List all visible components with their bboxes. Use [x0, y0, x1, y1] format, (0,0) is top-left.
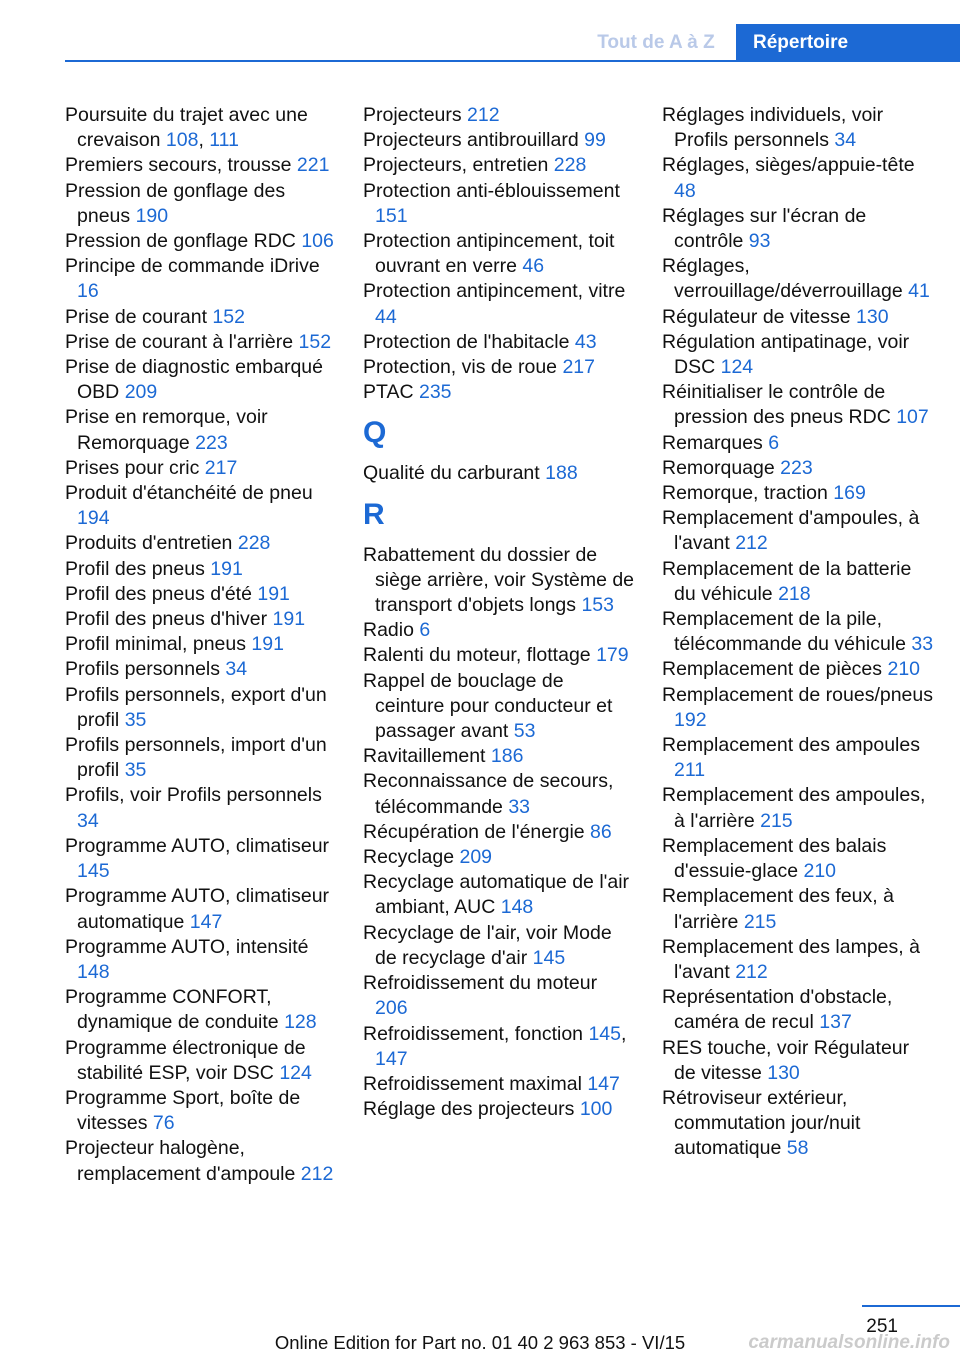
- page-link[interactable]: 34: [225, 658, 248, 681]
- index-entry: [363, 769, 635, 819]
- page-link[interactable]: 43: [574, 330, 597, 353]
- index-entry: [662, 1086, 934, 1162]
- index-entry-term: Refroidissement du moteur: [363, 972, 598, 995]
- index-entry: [65, 607, 337, 632]
- index-entry: [65, 657, 337, 682]
- index-entry-term: Régulation antipatinage, voir DSC: [662, 330, 910, 379]
- index-entry-term: Profil des pneus d'hiver: [65, 608, 268, 631]
- index-entry: [65, 582, 337, 607]
- page-link[interactable]: 221: [296, 154, 330, 177]
- index-entry: [363, 870, 635, 920]
- page-link[interactable]: 86: [590, 820, 612, 843]
- index-entry: [363, 229, 635, 279]
- index-entry: [363, 153, 635, 178]
- index-entry-term: Rabattement du dossier de siège arrière, voir Système de transport d'objets longs: [363, 543, 635, 617]
- page-link[interactable]: 217: [204, 456, 238, 479]
- index-entry-term: Principe de commande iDrive: [65, 255, 320, 278]
- index-entry-term: Projecteurs: [363, 104, 462, 126]
- index-entry: [363, 179, 635, 229]
- index-entry-term: Remplacement de roues/pneus: [662, 683, 933, 706]
- index-entry-term: Réglages, sièges/appuie-tête: [662, 154, 915, 177]
- index-entry: [65, 481, 337, 531]
- index-entry: [65, 557, 337, 582]
- index-entry-term: Pression de gonflage RDC: [65, 230, 296, 253]
- page-link[interactable]: 209: [459, 846, 493, 869]
- page-link[interactable]: 145: [532, 946, 566, 969]
- index-entry: [662, 683, 934, 733]
- header-rule: [65, 60, 960, 62]
- index-entry: [662, 254, 934, 304]
- index-entry-term: Régulateur de vitesse: [662, 305, 851, 328]
- index-entry: [65, 456, 337, 481]
- page-link[interactable]: 212: [467, 104, 500, 126]
- index-entry-term: Remplacement d'ampoules, à l'avant: [662, 507, 920, 555]
- index-column-1: [65, 103, 337, 1187]
- index-entry: [363, 643, 635, 668]
- index-entry-term: Refroidissement, fonction: [363, 1022, 584, 1045]
- index-entry: [363, 355, 635, 380]
- index-entry-term: Réglages sur l'écran de contrôle: [662, 204, 867, 253]
- index-entry: [363, 1072, 635, 1097]
- index-entry-term: Profil minimal, pneus: [65, 633, 246, 656]
- page-link[interactable]: 188: [545, 462, 578, 485]
- index-entry-term: RES touche, voir Régulateur de vitesse: [662, 1036, 910, 1084]
- index-entry: [662, 834, 934, 884]
- page-link[interactable]: 106: [301, 230, 334, 253]
- page-link[interactable]: 209: [124, 381, 158, 404]
- page-link[interactable]: 218: [778, 582, 811, 605]
- index-entry-term: Récupération de l'énergie: [363, 820, 585, 843]
- index-entry: [65, 179, 337, 229]
- index-entry-term: Remplacement des balais d'essuie-glace: [662, 834, 887, 883]
- index-entry: [65, 935, 337, 985]
- page-link[interactable]: 206: [375, 997, 408, 1020]
- page-link[interactable]: 16: [77, 280, 99, 303]
- index-entry: [65, 783, 337, 833]
- index-entry-term: Projecteurs antibrouillard: [363, 129, 579, 152]
- tab-repertoire[interactable]: Répertoire: [736, 24, 960, 62]
- index-entry: [65, 405, 337, 455]
- page-link[interactable]: 212: [300, 1162, 334, 1185]
- index-entry: [662, 103, 934, 153]
- index-entry-term: Projecteurs, entretien: [363, 154, 549, 177]
- index-entry-term: Profil des pneus d'été: [65, 582, 252, 605]
- watermark: carmanualsonline.info: [748, 1332, 950, 1353]
- index-entry-term: Représentation d'obstacle, caméra de recul: [662, 986, 893, 1034]
- index-column-2: [363, 103, 635, 1122]
- index-entry-term: Programme électronique de stabilité ESP, voir DSC: [65, 1036, 306, 1084]
- page-link[interactable]: 41: [908, 280, 930, 303]
- index-entry: [65, 531, 337, 556]
- page-link[interactable]: 128: [284, 1011, 317, 1034]
- page-link[interactable]: 35: [124, 759, 147, 782]
- index-entry: [662, 456, 934, 481]
- page-link[interactable]: 34: [77, 809, 99, 832]
- page-link[interactable]: 228: [553, 154, 587, 177]
- page-link[interactable]: 46: [522, 255, 545, 278]
- header-bar: [0, 0, 960, 62]
- index-entry-term: Produits d'entretien: [65, 532, 233, 555]
- index-entry-term: Réglages individuels, voir Profils personnels: [662, 104, 884, 152]
- index-entry-term: Protection antipincement, toit ouvrant en verre: [363, 230, 615, 278]
- edition-footer: Online Edition for Part no. 01 40 2 963 853 - VI/15: [274, 1332, 686, 1353]
- page-number: 251: [866, 1316, 898, 1337]
- page-link[interactable]: 223: [780, 456, 813, 479]
- page-link[interactable]: 130: [767, 1061, 800, 1084]
- index-entry: [65, 1136, 337, 1186]
- page-link[interactable]: 93: [748, 230, 771, 253]
- index-entry: [65, 683, 337, 733]
- index-entry-term: Recyclage automatique de l'air ambiant, AUC: [363, 871, 630, 919]
- index-entry-term: Protection antipincement, vitre: [363, 280, 626, 303]
- index-entry-term: Poursuite du trajet avec une crevaison: [65, 104, 308, 152]
- index-entry: [662, 935, 934, 985]
- index-entry-term: Recyclage de l'air, voir Mode de recyclage d'air: [363, 921, 612, 969]
- index-entry-term: Ralenti du moteur, flottage: [363, 644, 591, 667]
- index-entry-term: Ravitaillement: [363, 745, 486, 768]
- footer-rule: [862, 1305, 960, 1307]
- index-entry-term: Profils personnels: [65, 658, 220, 681]
- index-entry-term: Réinitialiser le contrôle de pression des pneus RDC: [662, 381, 891, 429]
- page-link[interactable]: 153: [581, 594, 614, 617]
- index-entry: [662, 506, 934, 556]
- index-entry-term: Réglage des projecteurs: [363, 1098, 575, 1121]
- index-entry: [662, 783, 934, 833]
- index-entry: [65, 733, 337, 783]
- index-entry: [662, 733, 934, 783]
- page-link[interactable]: 33: [508, 795, 531, 818]
- index-entry: [65, 834, 337, 884]
- page-link[interactable]: 147: [189, 910, 223, 933]
- index-entry: [363, 461, 635, 486]
- index-entry: [363, 128, 635, 153]
- index-entry: [65, 632, 337, 657]
- index-entry: [65, 330, 337, 355]
- page-link[interactable]: 6: [419, 619, 431, 642]
- page-link[interactable]: 33: [911, 633, 934, 656]
- page-link[interactable]: 111: [209, 129, 239, 152]
- index-entry-term: Prises pour cric: [65, 456, 200, 479]
- index-entry-term: Remplacement des ampoules, à l'arrière: [662, 784, 926, 832]
- index-entry: [65, 355, 337, 405]
- index-entry-term: Rappel de bouclage de ceinture pour conducteur et passager avant: [363, 669, 613, 743]
- section-letter: Q: [363, 416, 387, 450]
- index-entry: [662, 431, 934, 456]
- index-entry: [363, 820, 635, 845]
- index-entry-term: Remplacement de pièces: [662, 658, 883, 681]
- index-entry: [363, 330, 635, 355]
- page-link[interactable]: 210: [803, 860, 837, 883]
- index-entry: [662, 557, 934, 607]
- index-entry: [363, 744, 635, 769]
- page-link[interactable]: 191: [272, 608, 306, 631]
- index-entry: [662, 380, 934, 430]
- index-entry-term: Profils personnels, import d'un profil: [65, 734, 327, 782]
- index-entry-term: Programme CONFORT, dynamique de conduite: [65, 986, 279, 1034]
- page-link[interactable]: 53: [513, 720, 536, 743]
- page-link[interactable]: 186: [490, 745, 524, 768]
- page-link[interactable]: 35: [124, 708, 147, 731]
- index-entry-term: Remplacement des feux, à l'arrière: [662, 885, 894, 933]
- index-entry-term: Prise de diagnostic embarqué OBD: [65, 356, 323, 404]
- index-entry: [662, 204, 934, 254]
- index-entry: [65, 884, 337, 934]
- page-link[interactable]: 235: [418, 381, 452, 404]
- page-link[interactable]: 147: [587, 1072, 620, 1095]
- index-entry: Poursuite du trajet avec une crevaison 108, 111: [65, 104, 308, 152]
- index-entry-term: Prise en remorque, voir Remorquage: [65, 406, 268, 454]
- page-link[interactable]: 148: [500, 896, 534, 919]
- index-entry: [363, 279, 635, 329]
- page-link[interactable]: 130: [856, 305, 889, 328]
- index-entry-term: Rétroviseur extérieur, commutation jour/nuit automatique: [662, 1086, 861, 1160]
- page-link[interactable]: 34: [834, 129, 857, 152]
- page-link[interactable]: 6: [768, 431, 780, 454]
- index-entry-term: Recyclage: [363, 846, 455, 869]
- index-entry: [65, 985, 337, 1035]
- index-entry: [363, 618, 635, 643]
- page-link[interactable]: 48: [674, 179, 696, 202]
- page-link[interactable]: 145: [77, 860, 110, 883]
- index-entry-term: Remplacement des ampoules: [662, 734, 920, 757]
- index-column-3: [662, 103, 934, 1162]
- index-entry-term: Profil des pneus: [65, 557, 205, 580]
- page-link[interactable]: 108: [165, 129, 199, 152]
- page-link[interactable]: 152: [212, 305, 245, 328]
- page-link[interactable]: 228: [237, 532, 271, 555]
- index-entry-term: Remplacement des lampes, à l'avant: [662, 935, 920, 983]
- index-entry: [662, 305, 934, 330]
- index-entry-term: Projecteur halogène, remplacement d'ampoule: [65, 1137, 296, 1185]
- index-entry-term: Prise de courant: [65, 305, 207, 328]
- index-entry-term: Programme AUTO, climatiseur automatique: [65, 885, 330, 933]
- page-link[interactable]: 212: [735, 960, 768, 983]
- index-entry-term: Remplacement de la pile, télécommande du véhicule: [662, 608, 906, 656]
- index-entry-term: Remplacement de la batterie du véhicule: [662, 557, 912, 605]
- index-entry-term: Réglages, verrouillage/déverrouillage: [662, 255, 903, 303]
- index-entry-term: Profils personnels, export d'un profil: [65, 683, 327, 731]
- index-entry: [662, 607, 934, 657]
- index-entry-term: Qualité du carburant: [363, 462, 540, 485]
- section-letter: R: [363, 497, 385, 531]
- index-entry-term: Refroidissement maximal: [363, 1072, 582, 1095]
- index-entry-term: Protection anti-éblouissement: [363, 179, 620, 202]
- index-entry: [65, 305, 337, 330]
- page-link[interactable]: 76: [152, 1112, 175, 1135]
- index-entry-term: Programme AUTO, intensité: [65, 935, 309, 958]
- page-link[interactable]: 169: [833, 482, 866, 505]
- page-link[interactable]: 215: [743, 910, 777, 933]
- index-entry: [363, 845, 635, 870]
- index-entry: [363, 543, 635, 619]
- index-entry: [65, 229, 337, 254]
- index-entry: [65, 1086, 337, 1136]
- page-link[interactable]: 191: [210, 557, 243, 580]
- page-link[interactable]: 58: [786, 1137, 809, 1160]
- page-link[interactable]: 100: [579, 1098, 613, 1121]
- page-link[interactable]: 191: [251, 633, 284, 656]
- index-entry-term: Remarques: [662, 431, 763, 454]
- index-entry-term: PTAC: [363, 381, 414, 404]
- index-entry-term: Programme AUTO, climatiseur: [65, 834, 330, 857]
- index-entry: [363, 971, 635, 1021]
- page-link[interactable]: 137: [819, 1011, 852, 1034]
- index-entry: Refroidissement, fonction 145, 147: [363, 1022, 627, 1070]
- index-entry: [363, 380, 635, 405]
- index-entry: [662, 330, 934, 380]
- index-entry: [363, 921, 635, 971]
- index-entry-term: Profils, voir Profils personnels: [65, 784, 322, 807]
- index-entry-term: Produit d'étanchéité de pneu: [65, 482, 313, 505]
- page-link[interactable]: 44: [375, 305, 397, 328]
- index-entry: [662, 884, 934, 934]
- page-link[interactable]: 99: [584, 129, 606, 152]
- index-entry-term: Pression de gonflage des pneus: [65, 179, 286, 227]
- index-entry: [662, 153, 934, 203]
- page-link[interactable]: 124: [279, 1061, 312, 1084]
- index-entry-term: Protection de l'habitacle: [363, 330, 570, 353]
- page-link[interactable]: 151: [375, 204, 408, 227]
- index-entry: [662, 985, 934, 1035]
- page-link[interactable]: 152: [298, 330, 332, 353]
- index-entry: [65, 1036, 337, 1086]
- index-entry: [662, 657, 934, 682]
- index-entry-term: Prise de courant à l'arrière: [65, 330, 294, 353]
- page-link[interactable]: 148: [77, 960, 110, 983]
- page-link[interactable]: 191: [257, 582, 290, 605]
- index-entry: [363, 103, 635, 128]
- index-entry-term: Remorquage: [662, 456, 775, 479]
- page-link[interactable]: 190: [135, 204, 169, 227]
- page-link[interactable]: 210: [887, 658, 921, 681]
- index-entry: [363, 669, 635, 745]
- index-entry: [363, 1097, 635, 1122]
- page-link[interactable]: 124: [720, 356, 754, 379]
- page-link[interactable]: 223: [195, 431, 228, 454]
- page-link[interactable]: 217: [562, 356, 595, 379]
- page-link[interactable]: 179: [596, 644, 629, 667]
- index-entry-term: Premiers secours, trousse: [65, 154, 292, 177]
- page-link[interactable]: 145: [588, 1022, 621, 1045]
- page-link[interactable]: 107: [896, 406, 929, 429]
- page-link[interactable]: 215: [760, 809, 793, 832]
- index-entry: [65, 254, 337, 304]
- page-link[interactable]: 192: [674, 708, 707, 731]
- index-entry: [662, 1036, 934, 1086]
- page-link[interactable]: 194: [77, 507, 110, 530]
- page-link[interactable]: 212: [735, 532, 768, 555]
- index-entry: [65, 153, 337, 178]
- page-link[interactable]: 211: [674, 759, 706, 782]
- page-link[interactable]: 147: [375, 1047, 408, 1070]
- index-entry: [662, 481, 934, 506]
- index-entry-term: Reconnaissance de secours, télécommande: [363, 770, 614, 818]
- tab-tout-de-a-a-z[interactable]: Tout de A à Z: [597, 32, 715, 53]
- index-entry-term: Remorque, traction: [662, 482, 828, 505]
- index-entry-term: Radio: [363, 619, 414, 642]
- index-entry-term: Protection, vis de roue: [363, 356, 558, 379]
- index-entry-term: Programme Sport, boîte de vitesses: [65, 1086, 301, 1135]
